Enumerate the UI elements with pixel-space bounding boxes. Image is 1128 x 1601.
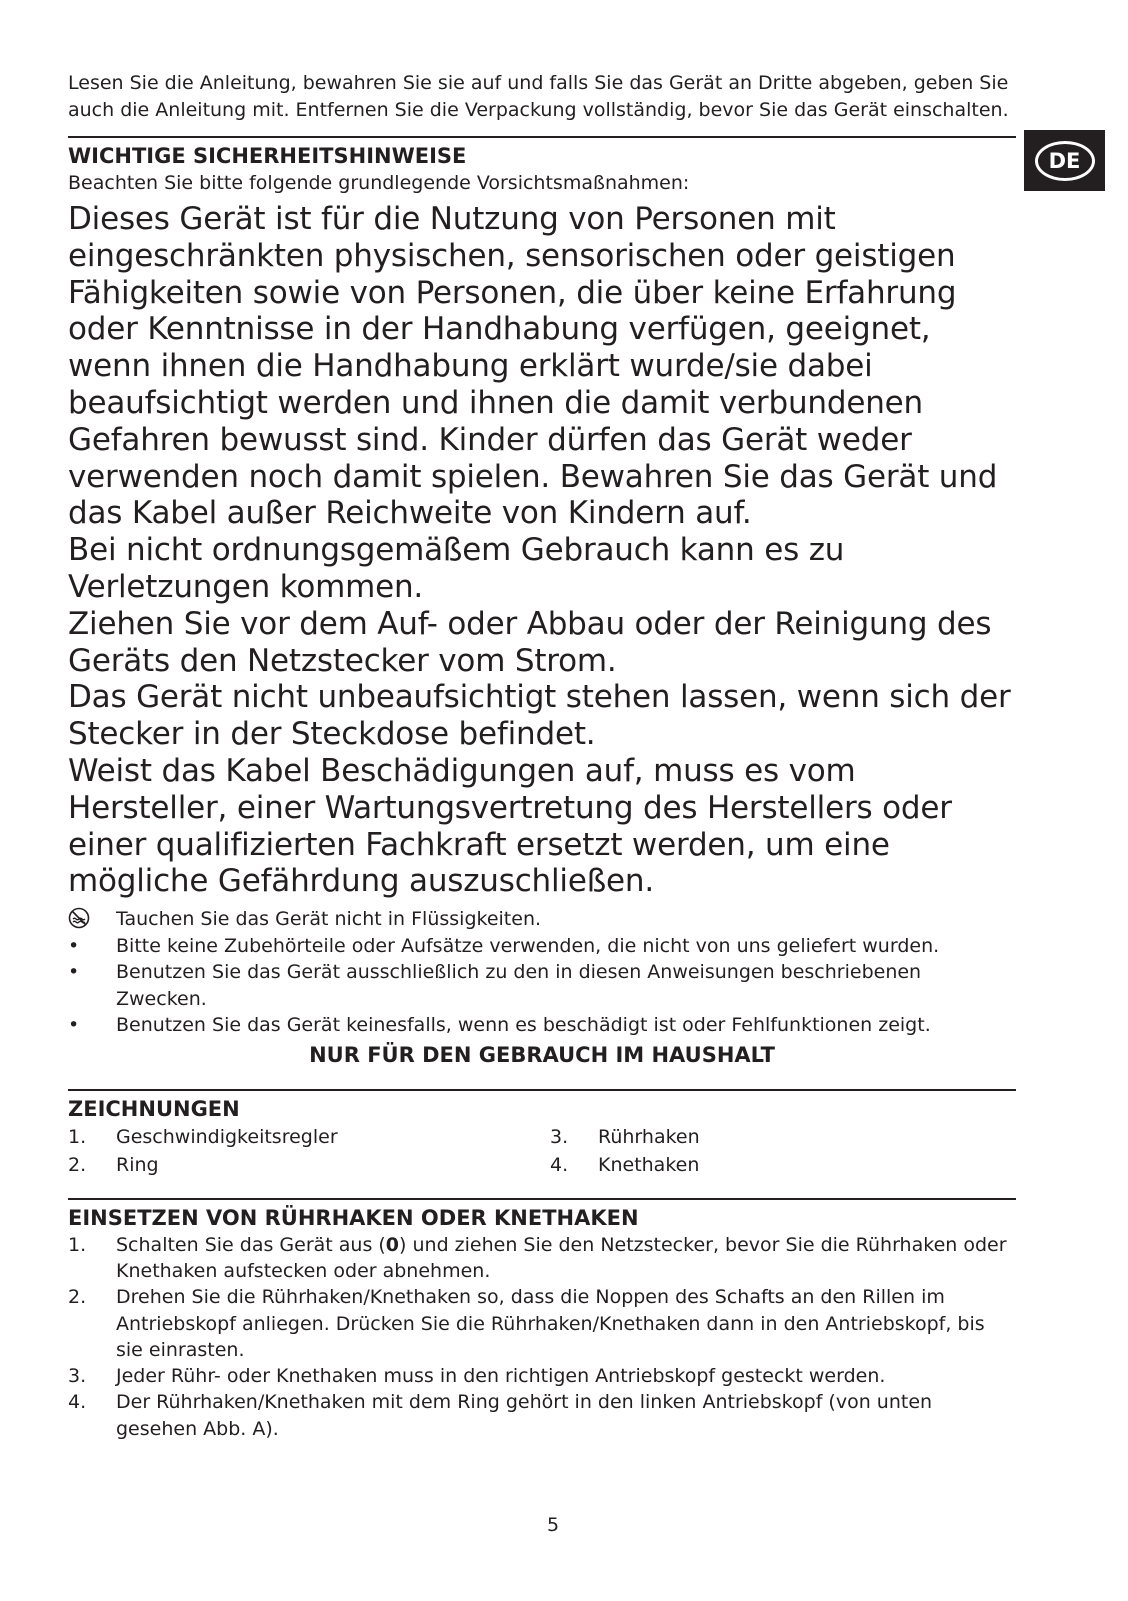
intro-text: Lesen Sie die Anleitung, bewahren Sie sie auf und falls Sie das Gerät an Dritte abgeben, geben Sie auch die Anleitung mit. Entfernen Sie die Verpackung vollständig, bevor Sie das Gerät einschalten. [68, 72, 1009, 121]
step-number: 4. [68, 1391, 87, 1414]
language-badge [1024, 130, 1105, 191]
step-text: Drehen Sie die Rührhaken/Knethaken so, dass die Noppen des Schafts an den Rillen im Antriebskopf anliegen. Drücken Sie die Rührhaken/Knethaken dann in den Antriebskopf, bis sie einrasten. [116, 1286, 985, 1361]
step-number: 3. [68, 1365, 87, 1388]
safety-paragraph: Ziehen Sie vor dem Auf- oder Abbau oder der Reinigung des Geräts den Netzstecker vom Strom. [68, 605, 992, 679]
step-text: Jeder Rühr- oder Knethaken muss in den richtigen Antriebskopf gesteckt werden. [116, 1365, 886, 1388]
list-item-text: Benutzen Sie das Gerät ausschließlich zu den in diesen Anweisungen beschriebenen Zwecken. [116, 961, 922, 1010]
safety-subtitle: Beachten Sie bitte folgende grundlegende Vorsichtsmaßnahmen: [68, 172, 690, 194]
list-item [68, 1012, 1016, 1039]
bullet: • [68, 1014, 80, 1037]
drawings-title: ZEICHNUNGEN [68, 1096, 240, 1121]
drawing-number: 1. [68, 1125, 87, 1148]
off-symbol: 0 [385, 1233, 400, 1256]
bullet: • [68, 961, 80, 984]
step-text: Der Rührhaken/Knethaken mit dem Ring gehört in den linken Antriebskopf (von unten gesehen Abb. A). [116, 1391, 933, 1440]
divider [68, 136, 1016, 138]
step-text-part: Schalten Sie das Gerät aus ( [116, 1233, 386, 1256]
list-item-text: Tauchen Sie das Gerät nicht in Flüssigkeiten. [116, 908, 542, 931]
drawing-item [68, 1123, 550, 1152]
list-item [68, 906, 1016, 933]
drawing-number: 3. [550, 1125, 569, 1148]
list-item [68, 1363, 1016, 1389]
list-item [68, 1284, 1016, 1363]
safety-paragraph: Dieses Gerät ist für die Nutzung von Personen mit eingeschränkten physischen, sensorischen oder geistigen Fähigkeiten sowie von Personen, die über keine Erfahrung oder Kenntnisse in der Handhabung verfügen, geeignet, wenn ihnen die Handhabung erklärt wurde/sie dabei beaufsichtigt werden und ihnen die damit verbundenen Gefahren bewusst sind. Kinder dürfen das Gerät weder verwenden noch damit spielen. Bewahren Sie das Gerät und das Kabel außer Reichweite von Kindern auf. [68, 201, 998, 532]
list-item [68, 1389, 1016, 1442]
list-item [68, 933, 1016, 960]
drawing-number: 2. [68, 1154, 87, 1177]
divider [68, 1089, 1016, 1091]
no-immersion-icon [68, 906, 108, 933]
step-number: 1. [68, 1233, 87, 1256]
drawing-item [550, 1123, 1016, 1152]
drawing-label: Knethaken [598, 1154, 700, 1177]
household-notice: NUR FÜR DEN GEBRAUCH IM HAUSHALT [309, 1042, 775, 1067]
list-item [68, 959, 1016, 1012]
drawings-section [68, 1095, 1016, 1180]
safety-list [68, 906, 1016, 1039]
bullet: • [68, 934, 80, 957]
drawings-list [68, 1123, 1016, 1180]
insert-title: EINSETZEN VON RÜHRHAKEN ODER KNETHAKEN [68, 1205, 639, 1230]
list-item [68, 1232, 1016, 1285]
safety-section [68, 142, 1016, 1069]
safety-title: WICHTIGE SICHERHEITSHINWEISE [68, 144, 467, 168]
safety-paragraph: Bei nicht ordnungsgemäßem Gebrauch kann es zu Verletzungen kommen. [68, 532, 845, 605]
insert-section [68, 1204, 1016, 1442]
step-text-part: ) und ziehen Sie den Netzstecker, bevor Sie die Rührhaken oder Knethaken aufstecken oder abnehmen. [116, 1233, 1007, 1282]
step-text [116, 1234, 1007, 1282]
drawing-label: Rührhaken [598, 1125, 700, 1148]
manual-page [68, 70, 1016, 1442]
list-item-text: Benutzen Sie das Gerät keinesfalls, wenn es beschädigt ist oder Fehlfunktionen zeigt. [116, 1014, 931, 1037]
drawing-item [68, 1151, 550, 1180]
safety-large-text [68, 201, 1016, 900]
safety-paragraph: Weist das Kabel Beschädigungen auf, muss es vom Hersteller, einer Wartungsvertretung des Herstellers oder einer qualifizierten Fachkraft ersetzt werden, um eine mögliche Gefährdung auszuschließen. [68, 752, 952, 900]
step-number: 2. [68, 1286, 87, 1309]
language-badge-label: DE [1035, 141, 1095, 181]
safety-paragraph: Das Gerät nicht unbeaufsichtigt stehen lassen, wenn sich der Stecker in der Steckdose befindet. [68, 679, 1011, 753]
drawing-item [550, 1151, 1016, 1180]
list-item-text: Bitte keine Zubehörteile oder Aufsätze verwenden, die nicht von uns geliefert wurden. [116, 934, 940, 957]
drawing-number: 4. [550, 1154, 569, 1177]
drawing-label: Geschwindigkeitsregler [116, 1125, 338, 1148]
insert-steps [68, 1232, 1016, 1442]
drawing-label: Ring [116, 1154, 159, 1177]
page-number: 5 [546, 1514, 560, 1536]
divider [68, 1198, 1016, 1200]
